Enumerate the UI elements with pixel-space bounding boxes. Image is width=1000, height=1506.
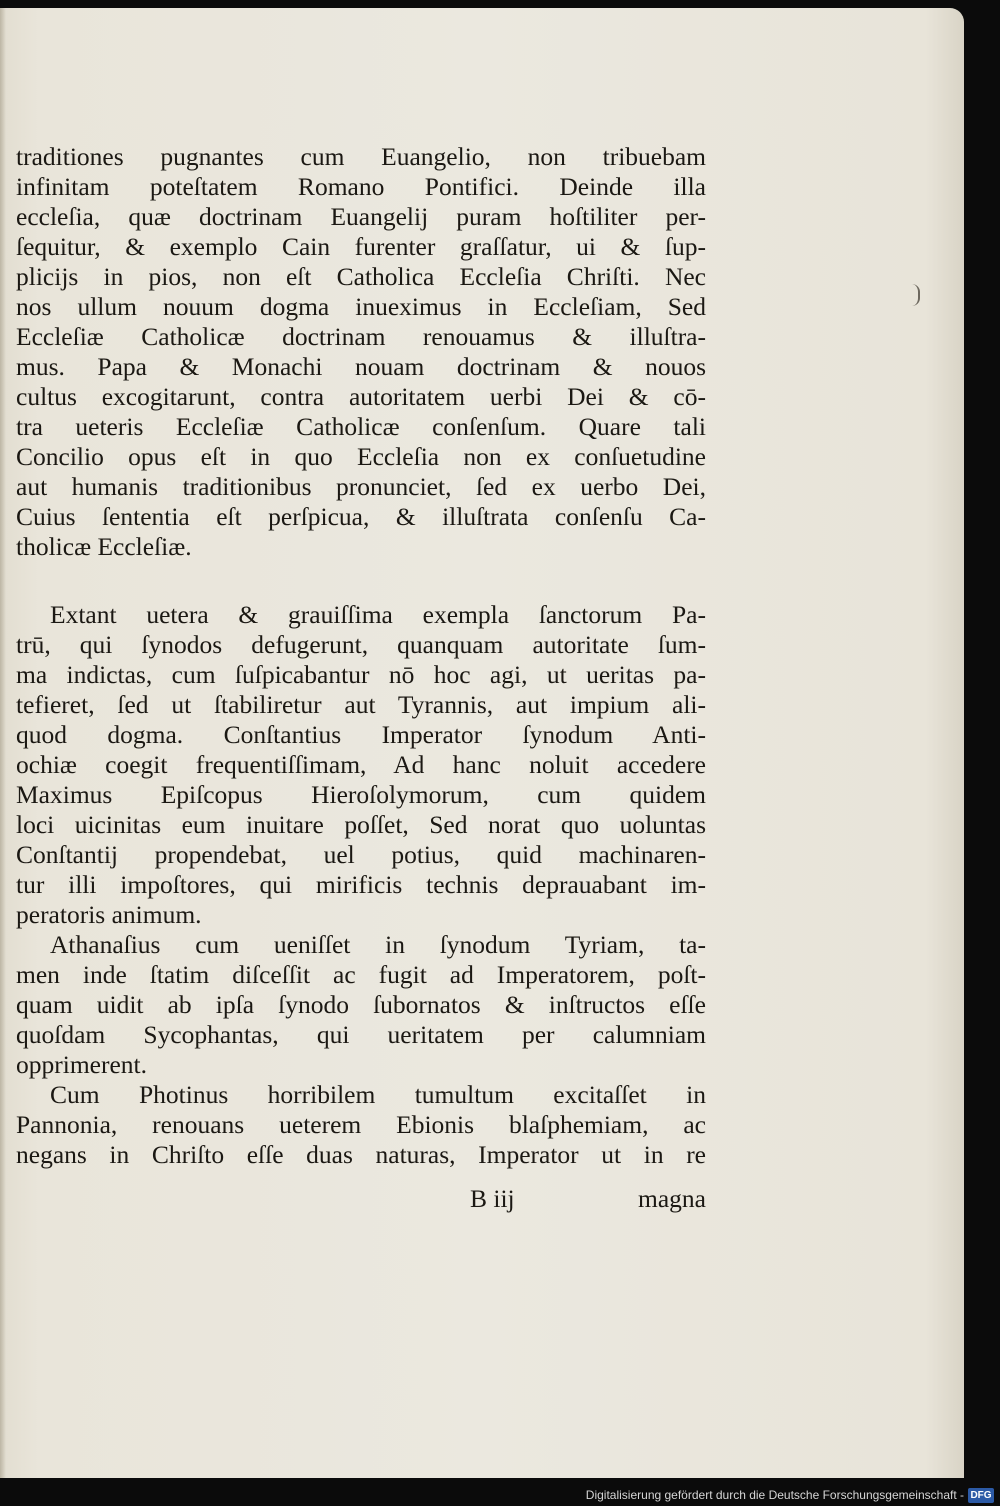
text-line: Cum Photinus horribilem tumultum excitaſſet in <box>50 1080 706 1109</box>
text-line: Maximus Epiſcopus Hieroſolymorum, cum quidem <box>16 780 706 809</box>
text-line: men inde ſtatim diſceſſit ac fugit ad Imperatorem, poſt- <box>16 960 706 989</box>
text-line: tefieret, ſed ut ſtabiliretur aut Tyrannis, aut impium ali- <box>16 690 706 719</box>
text-line: quoſdam Sycophantas, qui ueritatem per calumniam <box>16 1020 706 1049</box>
text-line: tholicæ Eccleſiæ. <box>16 532 192 561</box>
text-line: ochiæ coegit frequentiſſimam, Ad hanc noluit accedere <box>16 750 706 779</box>
text-line: plicijs in pios, non eſt Catholica Eccleſia Chriſti. Nec <box>16 262 706 291</box>
text-line: Pannonia, renouans ueterem Ebionis blaſphemiam, ac <box>16 1110 706 1139</box>
text-line: tra ueteris Eccleſiæ Catholicæ conſenſum. Quare tali <box>16 412 706 441</box>
book-page <box>0 8 964 1478</box>
text-line: traditiones pugnantes cum Euangelio, non tribuebam <box>16 142 706 171</box>
margin-mark <box>910 284 920 306</box>
catchword: magna <box>638 1184 706 1213</box>
dfg-logo: DFG <box>968 1488 994 1503</box>
text-line: tur illi impoſtores, qui mirificis technis deprauabant im- <box>16 870 706 899</box>
paragraph-gap <box>16 562 706 600</box>
text-line: nos ullum nouum dogma inueximus in Eccleſiam, Sed <box>16 292 706 321</box>
text-line: Concilio opus eſt in quo Eccleſia non ex conſuetudine <box>16 442 706 471</box>
text-line: peratoris animum. <box>16 900 202 929</box>
text-line: eccleſia, quæ doctrinam Euangelij puram hoſtiliter per- <box>16 202 706 231</box>
text-line: mus. Papa & Monachi nouam doctrinam & nouos <box>16 352 706 381</box>
text-line: cultus excogitarunt, contra autoritatem uerbi Dei & cō- <box>16 382 706 411</box>
text-line: Extant uetera & grauiſſima exempla ſanctorum Pa- <box>50 600 706 629</box>
text-line: loci uicinitas eum inuitare poſſet, Sed norat quo uoluntas <box>16 810 706 839</box>
signature-mark: B iij <box>470 1184 515 1213</box>
text-line: opprimerent. <box>16 1050 147 1079</box>
text-line: quod dogma. Conſtantius Imperator ſynodum Anti- <box>16 720 706 749</box>
text-line: aut humanis traditionibus pronunciet, ſed ex uerbo Dei, <box>16 472 706 501</box>
text-line: Conſtantij propendebat, uel potius, quid machinaren- <box>16 840 706 869</box>
text-line: negans in Chriſto eſſe duas naturas, Imperator ut in re <box>16 1140 706 1169</box>
text-line: quam uidit ab ipſa ſynodo ſubornatos & inſtructos eſſe <box>16 990 706 1019</box>
attribution-text: Digitalisierung gefördert durch die Deutsche Forschungsgemeinschaft - <box>585 1488 964 1502</box>
page-text <box>16 142 706 1170</box>
text-line: trū, qui ſynodos defugerunt, quanquam autoritate ſum- <box>16 630 706 659</box>
text-line: infinitam poteſtatem Romano Pontifici. Deinde illa <box>16 172 706 201</box>
text-line: Cuius ſententia eſt perſpicua, & illuſtrata conſenſu Ca- <box>16 502 706 531</box>
text-line: Athanaſius cum ueniſſet in ſynodum Tyriam, ta- <box>50 930 706 959</box>
text-line: ſequitur, & exemplo Cain furenter graſſatur, ui & ſup- <box>16 232 706 261</box>
text-line: Eccleſiæ Catholicæ doctrinam renouamus & illuſtra- <box>16 322 706 351</box>
text-line: ma indictas, cum ſuſpicabantur nō hoc agi, ut ueritas pa- <box>16 660 706 689</box>
page-footer <box>470 1183 706 1215</box>
